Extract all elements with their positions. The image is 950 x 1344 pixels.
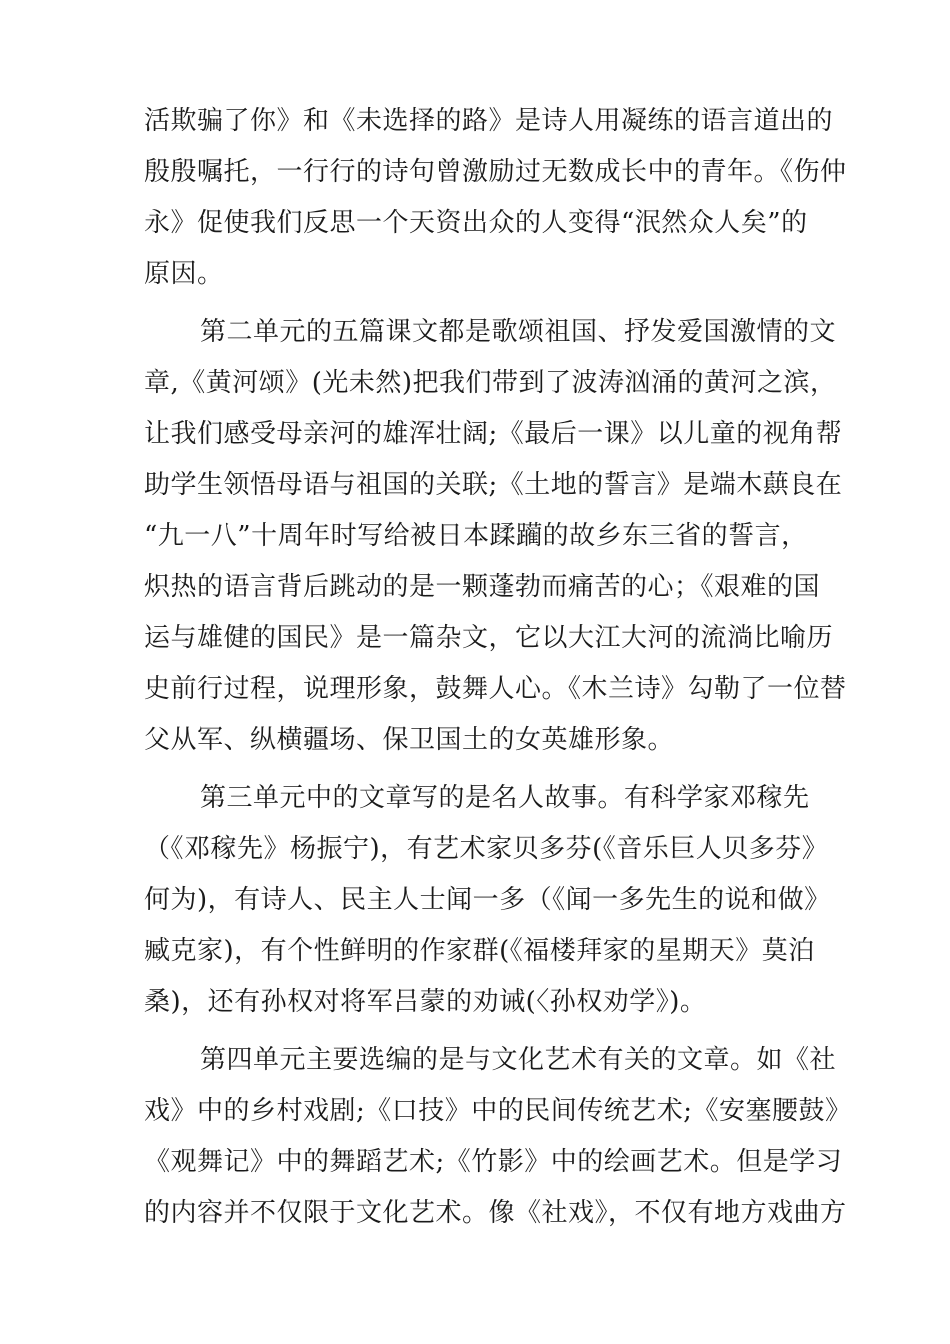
text-line: 戏》中的乡村戏剧;《口技》中的民间传统艺术;《安塞腰鼓》 [144, 1096, 852, 1126]
text-line: 殷殷嘱托，一行行的诗句曾激励过无数成长中的青年。《伤仲 [144, 157, 847, 187]
text-line: 原因。 [144, 259, 224, 289]
text-line: 活欺骗了你》和《未选择的路》是诗人用凝练的语言道出的 [144, 106, 834, 136]
text-line: 运与雄健的国民》是一篇杂文，它以大江大河的流淌比喻历 [144, 623, 834, 653]
paragraph-start-line: 第二单元的五篇课文都是歌颂祖国、抒发爱国激情的文 [200, 317, 837, 347]
text-line: 臧克家)，有个性鲜明的作家群(《福楼拜家的星期天》莫泊 [144, 936, 815, 966]
text-line: 助学生领悟母语与祖国的关联;《土地的誓言》是端木蕻良在 [144, 470, 843, 500]
text-line: 《观舞记》中的舞蹈艺术;《竹影》中的绘画艺术。但是学习 [144, 1147, 843, 1177]
body-text [144, 96, 852, 1239]
text-line: 炽热的语言背后跳动的是一颗蓬勃而痛苦的心；《艰难的国 [144, 572, 821, 602]
text-line: 永》促使我们反思一个天资出众的人变得“泯然众人矣”的 [144, 208, 808, 238]
text-line: “九一八”十周年时写给被日本蹂躏的故乡东三省的誓言， [144, 521, 808, 551]
text-line: 父从军、纵横疆场、保卫国土的女英雄形象。 [144, 725, 675, 755]
text-line: 章,《黄河颂》(光未然)把我们带到了波涛汹涌的黄河之滨， [144, 368, 837, 398]
text-line: 的内容并不仅限于文化艺术。像《社戏》，不仅有地方戏曲方 [144, 1198, 847, 1228]
paragraph-start-line: 第四单元主要选编的是与文化艺术有关的文章。如《社 [200, 1045, 837, 1075]
text-line: 让我们感受母亲河的雄浑壮阔;《最后一课》以儿童的视角帮 [144, 419, 843, 449]
paragraph-start-line: 第三单元中的文章写的是名人故事。有科学家邓稼先 [200, 783, 810, 813]
text-line: （《邓稼先》杨振宁)，有艺术家贝多芬(《音乐巨人贝多芬》 [144, 834, 829, 864]
text-line: 史前行过程，说理形象，鼓舞人心。《木兰诗》勾勒了一位替 [144, 674, 847, 704]
text-line: 何为)，有诗人、民主人士闻一多（《闻一多先生的说和做》 [144, 885, 831, 915]
text-line: 桑)，还有孙权对将军吕蒙的劝诫(〈孙权劝学》)。 [144, 987, 707, 1017]
